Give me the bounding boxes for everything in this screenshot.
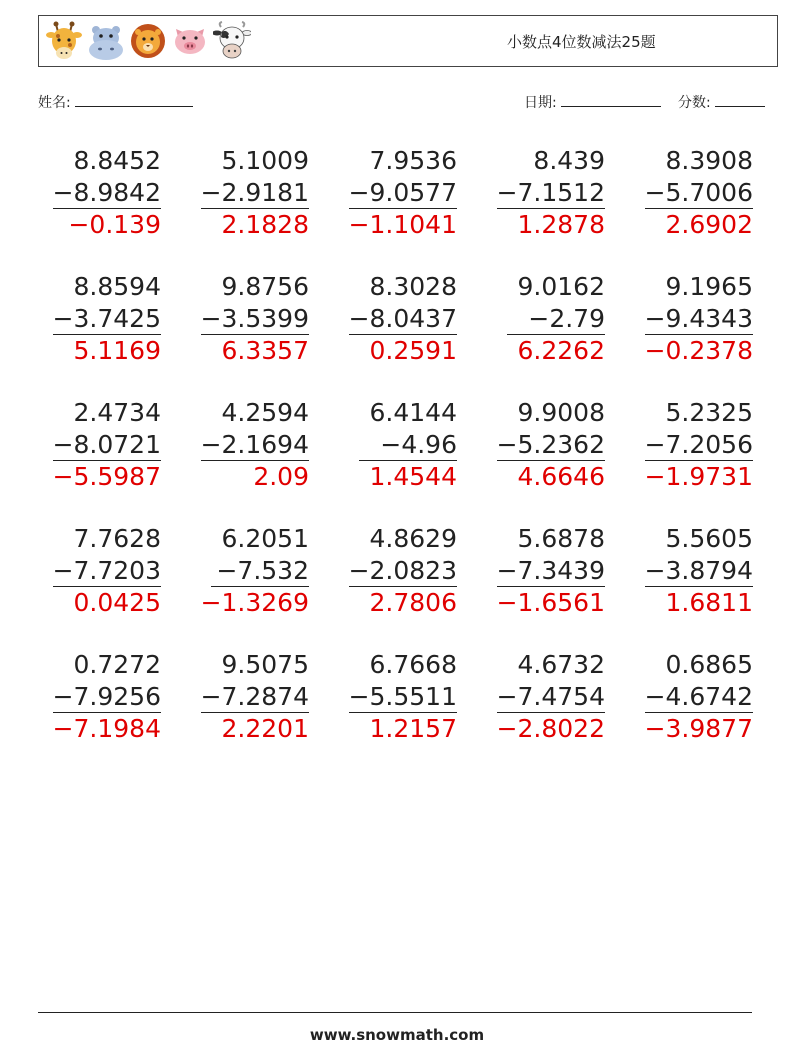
subtrahend: −9.0577 (348, 178, 457, 207)
subtrahend: −2.1694 (200, 430, 309, 459)
name-label: 姓名: (38, 95, 71, 111)
subtraction-problem (161, 649, 309, 745)
subtrahend: −2.9181 (200, 178, 309, 207)
answer: 0.2591 (369, 336, 457, 365)
minuend: 4.6732 (517, 650, 605, 679)
minuend: 5.5605 (665, 524, 753, 553)
subtraction-problem (309, 271, 457, 367)
footer-site: www.snowmath.com (309, 1026, 485, 1044)
minuend: 5.2325 (665, 398, 753, 427)
answer: −1.9731 (644, 462, 753, 491)
subtrahend-row (161, 681, 309, 713)
answer: 1.2878 (517, 210, 605, 239)
score-line (715, 92, 765, 107)
subtraction-problem (309, 145, 457, 241)
answer: −5.5987 (52, 462, 161, 491)
subtraction-problem (457, 145, 605, 241)
subtrahend: −7.9256 (52, 682, 161, 711)
name-line (75, 92, 193, 107)
subtrahend-row (13, 177, 161, 209)
answer: 2.2201 (221, 714, 309, 743)
answer: 0.0425 (73, 588, 161, 617)
subtrahend-row (309, 303, 457, 335)
subtrahend-row (605, 555, 753, 587)
pig-icon (171, 20, 209, 62)
answer: −7.1984 (52, 714, 161, 743)
date-line (561, 92, 661, 107)
subtrahend-row (161, 303, 309, 335)
subtraction-problem (457, 271, 605, 367)
answer: 2.09 (253, 462, 309, 491)
subtrahend-row (605, 177, 753, 209)
subtrahend-row (161, 555, 309, 587)
subtraction-problem (457, 649, 605, 745)
subtrahend: −7.4754 (496, 682, 605, 711)
minuend: 0.6865 (665, 650, 753, 679)
subtrahend-row (457, 177, 605, 209)
minuend: 6.7668 (369, 650, 457, 679)
subtrahend: −4.6742 (644, 682, 753, 711)
subtraction-problem (13, 649, 161, 745)
lion-icon (129, 20, 167, 62)
date-label: 日期: (524, 95, 557, 111)
subtrahend-row (605, 681, 753, 713)
subtraction-problem (309, 397, 457, 493)
subtraction-problem (161, 397, 309, 493)
subtraction-problem (161, 145, 309, 241)
subtrahend-row (457, 429, 605, 461)
answer: 1.6811 (665, 588, 753, 617)
subtraction-problem (309, 523, 457, 619)
cow-icon (213, 20, 251, 62)
worksheet-header (38, 15, 778, 67)
subtrahend-row (457, 303, 605, 335)
score-field (678, 92, 765, 112)
animal-icons (45, 20, 251, 62)
giraffe-icon (45, 20, 83, 62)
subtrahend: −7.7203 (52, 556, 161, 585)
subtrahend: −4.96 (359, 429, 457, 461)
answer: −1.1041 (348, 210, 457, 239)
minuend: 8.8594 (73, 272, 161, 301)
minuend: 9.0162 (517, 272, 605, 301)
subtraction-problem (161, 271, 309, 367)
minuend: 8.3028 (369, 272, 457, 301)
minuend: 6.4144 (369, 398, 457, 427)
subtraction-problem (13, 397, 161, 493)
subtrahend: −2.0823 (348, 556, 457, 585)
answer: 2.7806 (369, 588, 457, 617)
subtrahend-row (13, 429, 161, 461)
subtraction-problem (161, 523, 309, 619)
subtraction-problem (13, 145, 161, 241)
answer: 4.6646 (517, 462, 605, 491)
subtrahend-row (605, 429, 753, 461)
subtraction-problem (13, 523, 161, 619)
minuend: 8.8452 (73, 146, 161, 175)
answer: 6.2262 (517, 336, 605, 365)
subtraction-problem (605, 397, 753, 493)
subtraction-problem (605, 523, 753, 619)
answer: 2.1828 (221, 210, 309, 239)
minuend: 8.3908 (665, 146, 753, 175)
minuend: 9.8756 (221, 272, 309, 301)
subtrahend-row (309, 555, 457, 587)
subtrahend: −9.4343 (644, 304, 753, 333)
answer: −1.6561 (496, 588, 605, 617)
subtrahend: −5.5511 (348, 682, 457, 711)
minuend: 6.2051 (221, 524, 309, 553)
subtrahend-row (161, 429, 309, 461)
subtrahend: −7.2056 (644, 430, 753, 459)
score-label: 分数: (678, 95, 711, 111)
subtrahend-row (309, 177, 457, 209)
date-field (524, 92, 661, 112)
subtraction-problem (605, 145, 753, 241)
subtrahend: −5.2362 (496, 430, 605, 459)
minuend: 9.9008 (517, 398, 605, 427)
footer-divider (38, 1012, 752, 1013)
subtrahend-row (13, 303, 161, 335)
subtrahend: −3.7425 (52, 304, 161, 333)
answer: −0.139 (68, 210, 161, 239)
name-field (38, 92, 193, 112)
subtrahend: −7.2874 (200, 682, 309, 711)
minuend: 5.1009 (221, 146, 309, 175)
minuend: 9.1965 (665, 272, 753, 301)
worksheet-title: 小数点4位数减法25题 (507, 33, 656, 51)
minuend: 0.7272 (73, 650, 161, 679)
minuend: 7.9536 (369, 146, 457, 175)
minuend: 2.4734 (73, 398, 161, 427)
subtrahend-row (457, 681, 605, 713)
minuend: 5.6878 (517, 524, 605, 553)
answer: 6.3357 (221, 336, 309, 365)
minuend: 9.5075 (221, 650, 309, 679)
subtrahend: −3.8794 (644, 556, 753, 585)
subtrahend: −7.1512 (496, 178, 605, 207)
subtrahend-row (309, 429, 457, 461)
answer: −1.3269 (200, 588, 309, 617)
subtrahend: −5.7006 (644, 178, 753, 207)
subtrahend-row (13, 681, 161, 713)
subtrahend: −7.532 (211, 555, 309, 587)
subtrahend-row (13, 555, 161, 587)
answer: −3.9877 (644, 714, 753, 743)
subtrahend: −8.0437 (348, 304, 457, 333)
subtrahend: −8.0721 (52, 430, 161, 459)
subtrahend-row (161, 177, 309, 209)
minuend: 7.7628 (73, 524, 161, 553)
minuend: 4.8629 (369, 524, 457, 553)
subtraction-problem (605, 271, 753, 367)
answer: 5.1169 (73, 336, 161, 365)
subtraction-problem (13, 271, 161, 367)
subtrahend-row (457, 555, 605, 587)
subtrahend-row (605, 303, 753, 335)
answer: −0.2378 (644, 336, 753, 365)
answer: −2.8022 (496, 714, 605, 743)
answer: 1.2157 (369, 714, 457, 743)
answer: 2.6902 (665, 210, 753, 239)
subtrahend: −8.9842 (52, 178, 161, 207)
minuend: 8.439 (533, 146, 605, 175)
answer: 1.4544 (369, 462, 457, 491)
subtrahend-row (309, 681, 457, 713)
subtraction-problem (309, 649, 457, 745)
minuend: 4.2594 (221, 398, 309, 427)
hippo-icon (87, 20, 125, 62)
subtrahend: −2.79 (507, 303, 605, 335)
subtrahend: −7.3439 (496, 556, 605, 585)
subtraction-problem (605, 649, 753, 745)
subtrahend: −3.5399 (200, 304, 309, 333)
subtraction-problem (457, 523, 605, 619)
subtraction-problem (457, 397, 605, 493)
